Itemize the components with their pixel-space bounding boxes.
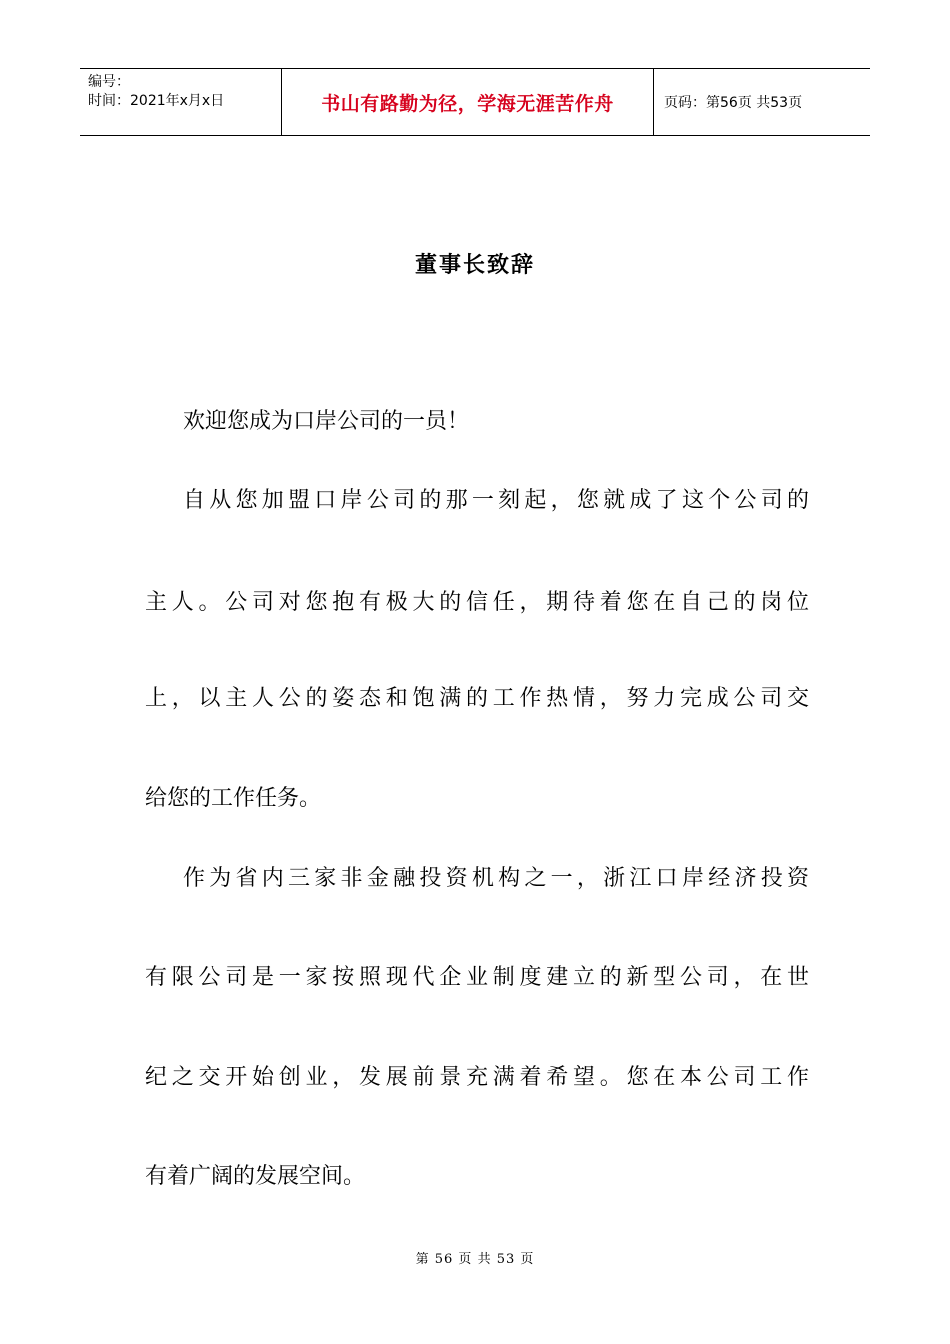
body-line: 纪之交开始创业，发展前景充满着希望。您在本公司工作 <box>145 1065 809 1090</box>
page-footer: 第 56 页 共 53 页 <box>415 1252 535 1267</box>
time-label: 时间：2021年x月x日 <box>88 93 225 109</box>
body-line: 欢迎您成为口岸公司的一员！ <box>183 409 470 434</box>
motto-text: 书山有路勤为径，学海无涯苦作舟 <box>321 92 614 115</box>
body-line: 有着广阔的发展空间。 <box>145 1164 366 1189</box>
body-line: 自从您加盟口岸公司的那一刻起，您就成了这个公司的 <box>183 488 809 513</box>
number-label: 编号： <box>88 74 130 90</box>
body-line: 作为省内三家非金融投资机构之一，浙江口岸经济投资 <box>183 866 809 891</box>
page-title: 董事长致辞 <box>414 253 535 278</box>
header-page-cell <box>654 69 870 135</box>
header-table <box>80 68 870 136</box>
header-motto-cell <box>282 69 654 135</box>
body-line: 上，以主人公的姿态和饱满的工作热情，努力完成公司交 <box>145 686 809 711</box>
page-info: 页码：第56页 共53页 <box>664 95 803 111</box>
body-line: 主人。公司对您抱有极大的信任，期待着您在自己的岗位 <box>145 590 809 615</box>
body-line: 给您的工作任务。 <box>145 786 322 811</box>
header-meta-cell <box>80 69 282 135</box>
body-line: 有限公司是一家按照现代企业制度建立的新型公司，在世 <box>145 965 809 990</box>
